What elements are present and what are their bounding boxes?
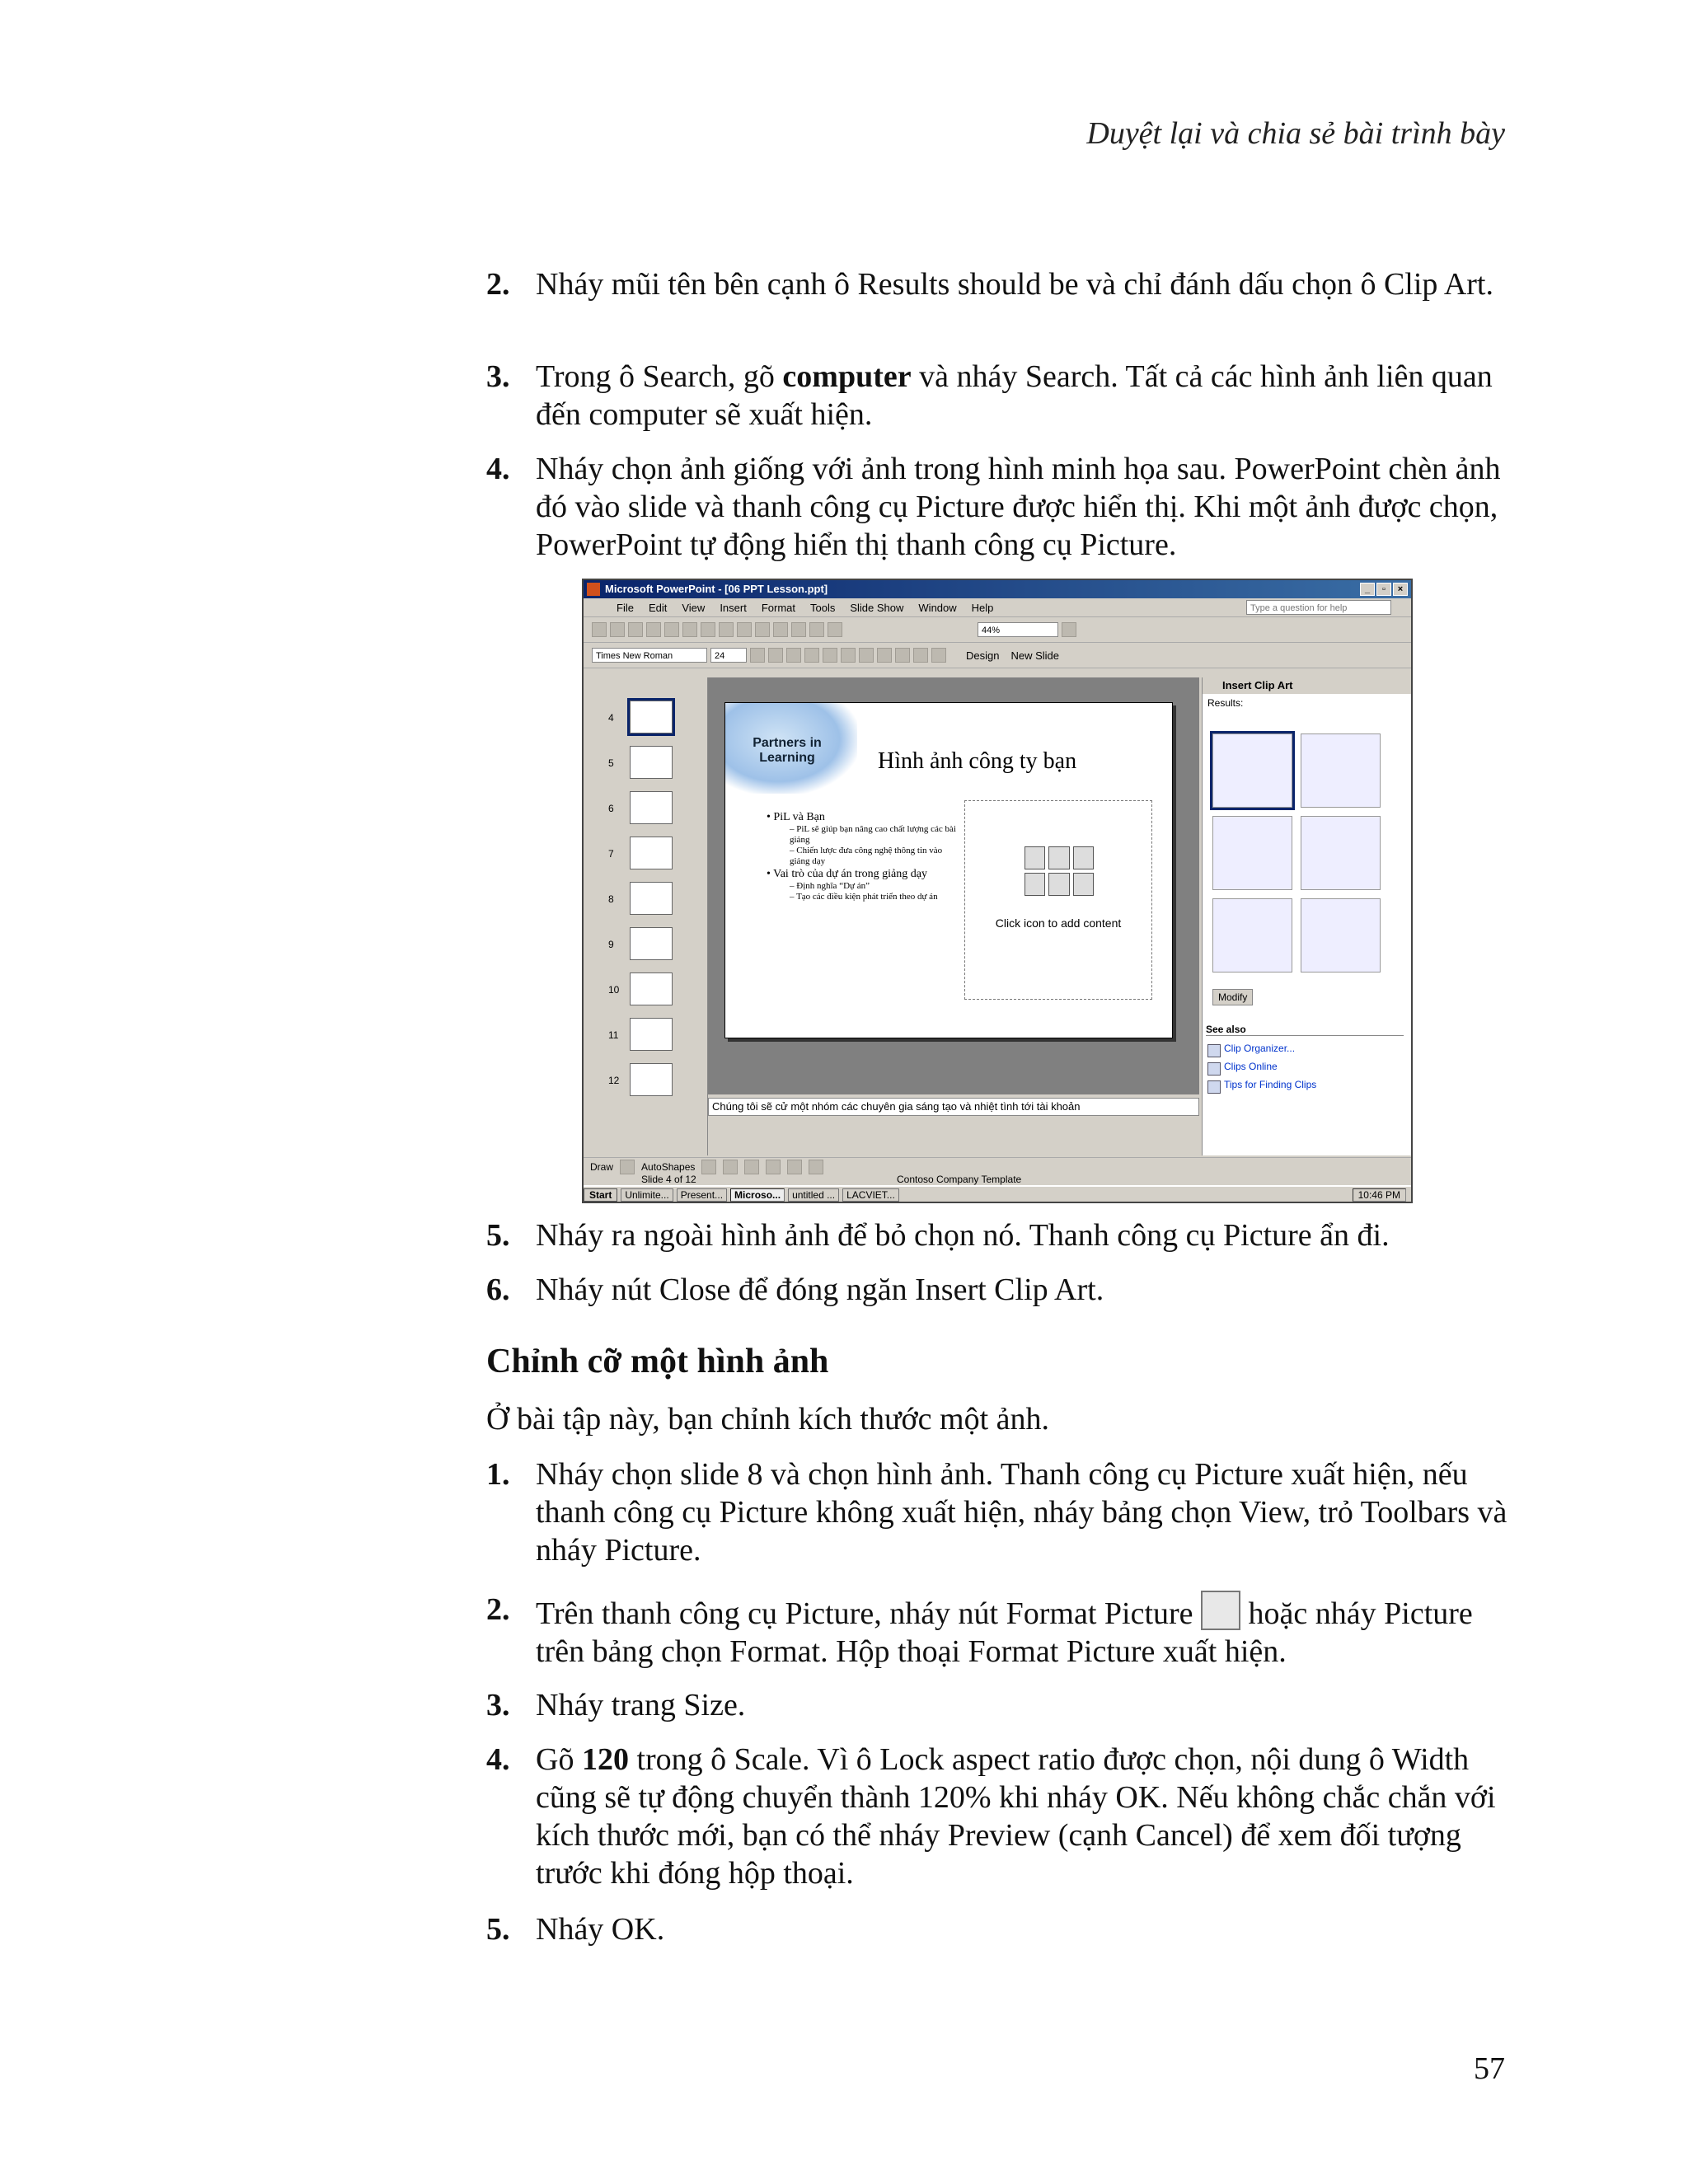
slide-thumb[interactable] (608, 1013, 699, 1058)
preview-icon[interactable] (664, 622, 679, 637)
restore-button[interactable]: ▫ (1376, 583, 1391, 596)
current-slide[interactable] (724, 702, 1173, 1038)
line-icon[interactable] (701, 1160, 716, 1174)
design-button[interactable]: Design (966, 649, 1000, 662)
slide-thumbnail-image (630, 701, 673, 733)
center-icon[interactable] (841, 648, 856, 663)
step-3-top (486, 358, 1508, 434)
slide-thumbnail-image (630, 1018, 673, 1051)
slide-number: 10 (608, 984, 620, 996)
cut-icon[interactable] (701, 622, 715, 637)
taskbar-item[interactable]: Present... (677, 1188, 727, 1202)
diagram-icon[interactable] (1048, 873, 1069, 896)
help-search-input[interactable]: Type a question for help (1246, 600, 1391, 615)
slide-thumbnail-image (630, 972, 673, 1005)
textbox-icon[interactable] (787, 1160, 802, 1174)
step-4-bottom (486, 1741, 1508, 1892)
section-intro: Ở bài tập này, bạn chỉnh kích thước một ảnh. (486, 1402, 1049, 1436)
step-text (536, 358, 1508, 434)
menu-view[interactable]: View (682, 601, 706, 614)
picture-icon[interactable] (1025, 873, 1045, 896)
step-text-post: trong ô Scale. Vì ô Lock aspect ratio được chọn, nội dung ô Width cũng sẽ tự động chuyển thành 120% khi nháy OK. Nếu không chắc chắn với kích thước mới, bạn có thể nháy Preview (cạnh Cancel) để xem đối tượng trước khi đóng hộp thoại. (536, 1742, 1496, 1891)
taskpane-title: Insert Clip Art (1203, 677, 1412, 694)
step-text-bold: computer (782, 359, 912, 394)
slide-thumbnail-image (630, 927, 673, 960)
step-text-pre: Trên thanh công cụ Picture, nháy nút Format Picture (536, 1596, 1202, 1631)
sub-bullet: – Định nghĩa “Dự án” (790, 881, 870, 891)
bullet: • Vai trò của dự án trong giảng dạy (767, 868, 927, 880)
menu-insert[interactable]: Insert (720, 601, 747, 614)
content-placeholder[interactable] (964, 800, 1152, 1000)
print-icon[interactable] (646, 622, 661, 637)
zoom-select[interactable]: 44% (978, 622, 1058, 637)
save-icon[interactable] (628, 622, 643, 637)
step-text (536, 1591, 1508, 1671)
step-number: 2. (486, 1592, 510, 1627)
clips-online-link[interactable]: Clips Online (1224, 1061, 1404, 1072)
slide-thumb[interactable] (608, 832, 699, 877)
chart-icon[interactable] (1048, 846, 1069, 869)
slide-thumb[interactable] (608, 877, 699, 922)
step-text-pre: Gõ (536, 1742, 582, 1777)
step-text: Nháy nút Close để đóng ngăn Insert Clip Art. (536, 1272, 1104, 1307)
redo-icon[interactable] (773, 622, 788, 637)
menu-file[interactable]: File (617, 601, 634, 614)
step-5-mid (486, 1216, 1508, 1254)
step-number: 6. (486, 1272, 510, 1307)
font-color-icon[interactable] (931, 648, 946, 663)
step-text: Nháy OK. (536, 1912, 665, 1947)
bullet: • PiL và Bạn (767, 811, 825, 823)
slide-thumbnail-image (630, 746, 673, 779)
window-titlebar (584, 580, 1411, 598)
insert-clip-art-pane (1202, 677, 1412, 1155)
see-also-heading: See also (1206, 1024, 1404, 1036)
menu-help[interactable]: Help (971, 601, 994, 614)
table-icon[interactable] (809, 622, 824, 637)
minimize-button[interactable]: _ (1360, 583, 1375, 596)
see-also-section (1206, 1024, 1404, 1097)
menu-edit[interactable]: Edit (648, 601, 668, 614)
sub-bullet: – Tạo các điều kiện phát triển theo dự án (790, 892, 938, 902)
step-text-post: hoặc nháy Picture trên bảng chọn Format. Hộp thoại Format Picture xuất hiện. (536, 1596, 1473, 1669)
sum-icon[interactable] (828, 622, 842, 637)
step-6-mid (486, 1271, 1508, 1309)
step-5-bottom (486, 1910, 1508, 1948)
rectangle-icon[interactable] (744, 1160, 759, 1174)
bold-icon[interactable] (750, 648, 765, 663)
arrow-icon[interactable] (723, 1160, 738, 1174)
clip-disk[interactable] (1301, 816, 1381, 890)
taskbar-clock: 10:46 PM (1353, 1188, 1406, 1202)
modify-button[interactable]: Modify (1212, 989, 1253, 1005)
step-text: Nháy trang Size. (536, 1688, 746, 1722)
clipart-icon[interactable] (1073, 846, 1094, 869)
align-right-icon[interactable] (859, 648, 874, 663)
taskbar-item[interactable]: untitled ... (788, 1188, 839, 1202)
powerpoint-screenshot (582, 579, 1413, 1203)
step-2-bottom (486, 1591, 1508, 1671)
content-icons (1025, 846, 1094, 896)
slide-thumb[interactable] (608, 741, 699, 786)
sub-bullet-text: Chiến lược đưa công nghệ thông tin vào giảng dạy (790, 846, 943, 866)
formatting-toolbar (584, 643, 1411, 668)
fill-color-icon[interactable] (809, 1160, 823, 1174)
step-3-bottom (486, 1686, 1508, 1724)
slide-thumbnails (608, 696, 699, 1104)
step-text: Nháy ra ngoài hình ảnh để bỏ chọn nó. Thanh công cụ Picture ẩn đi. (536, 1218, 1390, 1253)
slide-title[interactable]: Hình ảnh công ty bạn (878, 748, 1077, 774)
start-button[interactable]: Start (584, 1188, 617, 1202)
step-number: 1. (486, 1457, 510, 1492)
step-4-top (486, 450, 1508, 564)
step-text (536, 1741, 1508, 1892)
font-size-select[interactable]: 24 (710, 648, 747, 663)
bullets-icon[interactable] (895, 648, 910, 663)
slide-thumb[interactable] (608, 696, 699, 741)
close-button[interactable]: × (1393, 583, 1408, 596)
step-number: 5. (486, 1218, 510, 1253)
slide-thumbnail-image (630, 1063, 673, 1096)
slide-thumb[interactable] (608, 922, 699, 968)
step-text: Nháy chọn ảnh giống với ảnh trong hình minh họa sau. PowerPoint chèn ảnh đó vào slide và thanh công cụ Picture được hiển thị. Khi một ảnh được chọn, PowerPoint tự động hiển thị thanh công cụ Picture. (536, 452, 1501, 562)
step-number: 3. (486, 1688, 510, 1722)
menubar (584, 598, 1411, 617)
tips-link[interactable]: Tips for Finding Clips (1224, 1079, 1404, 1090)
window-buttons (1360, 583, 1408, 596)
step-text-pre: Trong ô Search, gõ (536, 359, 783, 394)
spelling-icon[interactable] (682, 622, 697, 637)
copy-icon[interactable] (719, 622, 734, 637)
slide-number: 6 (608, 803, 614, 814)
italic-icon[interactable] (768, 648, 783, 663)
sub-bullet-text: Định nghĩa “Dự án” (796, 881, 870, 891)
step-text-bold: 120 (581, 1742, 629, 1777)
slide-number: 5 (608, 757, 614, 769)
oval-icon[interactable] (766, 1160, 781, 1174)
help-icon[interactable] (1062, 622, 1076, 637)
step-number: 4. (486, 452, 510, 486)
step-number: 5. (486, 1912, 510, 1947)
select-icon[interactable] (620, 1160, 635, 1174)
grow-font-icon[interactable] (913, 648, 928, 663)
chart-icon[interactable] (791, 622, 806, 637)
format-picture-icon (1201, 1591, 1240, 1630)
slides-pane (584, 677, 708, 1155)
clip-network[interactable] (1301, 898, 1381, 972)
slide-thumb[interactable] (608, 968, 699, 1013)
windows-taskbar (584, 1185, 1411, 1203)
slide-number: 11 (608, 1029, 619, 1041)
slide-number: 12 (608, 1075, 620, 1086)
menu-slide-show[interactable]: Slide Show (850, 601, 904, 614)
clip-results-grid (1212, 733, 1381, 972)
step-number: 3. (486, 359, 510, 394)
drawing-toolbar (584, 1157, 1411, 1175)
slide-thumbnail-image (630, 791, 673, 824)
taskbar-item[interactable]: LACVIET... (842, 1188, 899, 1202)
align-left-icon[interactable] (823, 648, 837, 663)
step-number: 4. (486, 1742, 510, 1777)
step-text: Nháy chọn slide 8 và chọn hình ảnh. Thanh công cụ Picture xuất hiện, nếu thanh công cụ Picture không xuất hiện, nháy bảng chọn View, trỏ Toolbars và nháy Picture. (536, 1457, 1507, 1568)
logo-text: Partners in Learning (753, 736, 822, 765)
font-name-select[interactable]: Times New Roman (592, 648, 707, 663)
clip-computer-hardware[interactable] (1301, 733, 1381, 808)
slide-thumbnail-image (630, 882, 673, 915)
underline-icon[interactable] (786, 648, 801, 663)
step-number: 2. (486, 267, 510, 302)
sub-bullet: – PiL sẽ giúp bạn nâng cao chất lượng các bài giảng (790, 824, 956, 845)
media-icon[interactable] (1073, 873, 1094, 896)
running-header: Duyệt lại và chia sẻ bài trình bày (1086, 116, 1505, 151)
slide-editing-area (708, 677, 1199, 1094)
sub-bullet-text: Tạo các điều kiện phát triển theo dự án (796, 892, 938, 902)
section-heading: Chỉnh cỡ một hình ảnh (486, 1343, 829, 1380)
open-icon[interactable] (610, 622, 625, 637)
taskbar-item[interactable]: Microso... (730, 1188, 785, 1202)
slide-bullets[interactable] (767, 810, 964, 902)
menu-format[interactable]: Format (761, 601, 795, 614)
step-text: Nháy mũi tên bên cạnh ô Results should be và chỉ đánh dấu chọn ô Clip Art. (536, 267, 1493, 302)
step-text-post: và nháy Search. Tất cả các hình ảnh liên quan đến computer sẽ xuất hiện. (536, 359, 1493, 432)
status-slide: Slide 4 of 12 (641, 1174, 696, 1185)
new-icon[interactable] (592, 622, 607, 637)
standard-toolbar (584, 617, 1411, 643)
bullet-text: Vai trò của dự án trong giảng dạy (773, 868, 927, 880)
undo-icon[interactable] (755, 622, 770, 637)
slide-thumb[interactable] (608, 1058, 699, 1104)
shadow-icon[interactable] (804, 648, 819, 663)
new-slide-button[interactable]: New Slide (1010, 649, 1059, 662)
autoshapes-menu[interactable]: AutoShapes (641, 1160, 696, 1173)
slide-thumb[interactable] (608, 786, 699, 832)
taskbar-item[interactable]: Unlimite... (621, 1188, 673, 1202)
table-icon[interactable] (1025, 846, 1045, 869)
page-number: 57 (1474, 2051, 1505, 2086)
step-2-top (486, 265, 1508, 303)
menu-tools[interactable]: Tools (810, 601, 836, 614)
menu-window[interactable]: Window (918, 601, 957, 614)
clip-circuit[interactable] (1212, 816, 1292, 890)
powerpoint-app-icon (587, 583, 600, 596)
bullet-text: PiL và Bạn (773, 811, 825, 823)
numbering-icon[interactable] (877, 648, 892, 663)
paste-icon[interactable] (737, 622, 752, 637)
sub-bullet: – Chiến lược đưa công nghệ thông tin vào giảng dạy (790, 846, 943, 866)
status-template: Contoso Company Template (897, 1174, 1022, 1185)
partners-logo (725, 703, 857, 794)
results-label: Results: (1207, 697, 1244, 709)
clip-computer-user[interactable] (1212, 733, 1292, 808)
draw-menu[interactable]: Draw (590, 1160, 614, 1173)
notes-pane[interactable]: Chúng tôi sẽ cử một nhóm các chuyên gia sáng tạo và nhiệt tình tới tài khoản (708, 1098, 1199, 1116)
placeholder-hint: Click icon to add content (995, 916, 1122, 930)
slide-number: 4 (608, 712, 614, 724)
slide-thumbnail-image (630, 837, 673, 869)
clip-organizer-link[interactable]: Clip Organizer... (1224, 1043, 1404, 1054)
window-title: Microsoft PowerPoint - [06 PPT Lesson.ppt] (605, 583, 828, 595)
slide-number: 7 (608, 848, 614, 860)
slide-number: 9 (608, 939, 614, 950)
slide-number: 8 (608, 893, 614, 905)
step-1-bottom (486, 1455, 1508, 1569)
sub-bullet-text: PiL sẽ giúp bạn nâng cao chất lượng các bài giảng (790, 824, 956, 845)
clip-monitor[interactable] (1212, 898, 1292, 972)
